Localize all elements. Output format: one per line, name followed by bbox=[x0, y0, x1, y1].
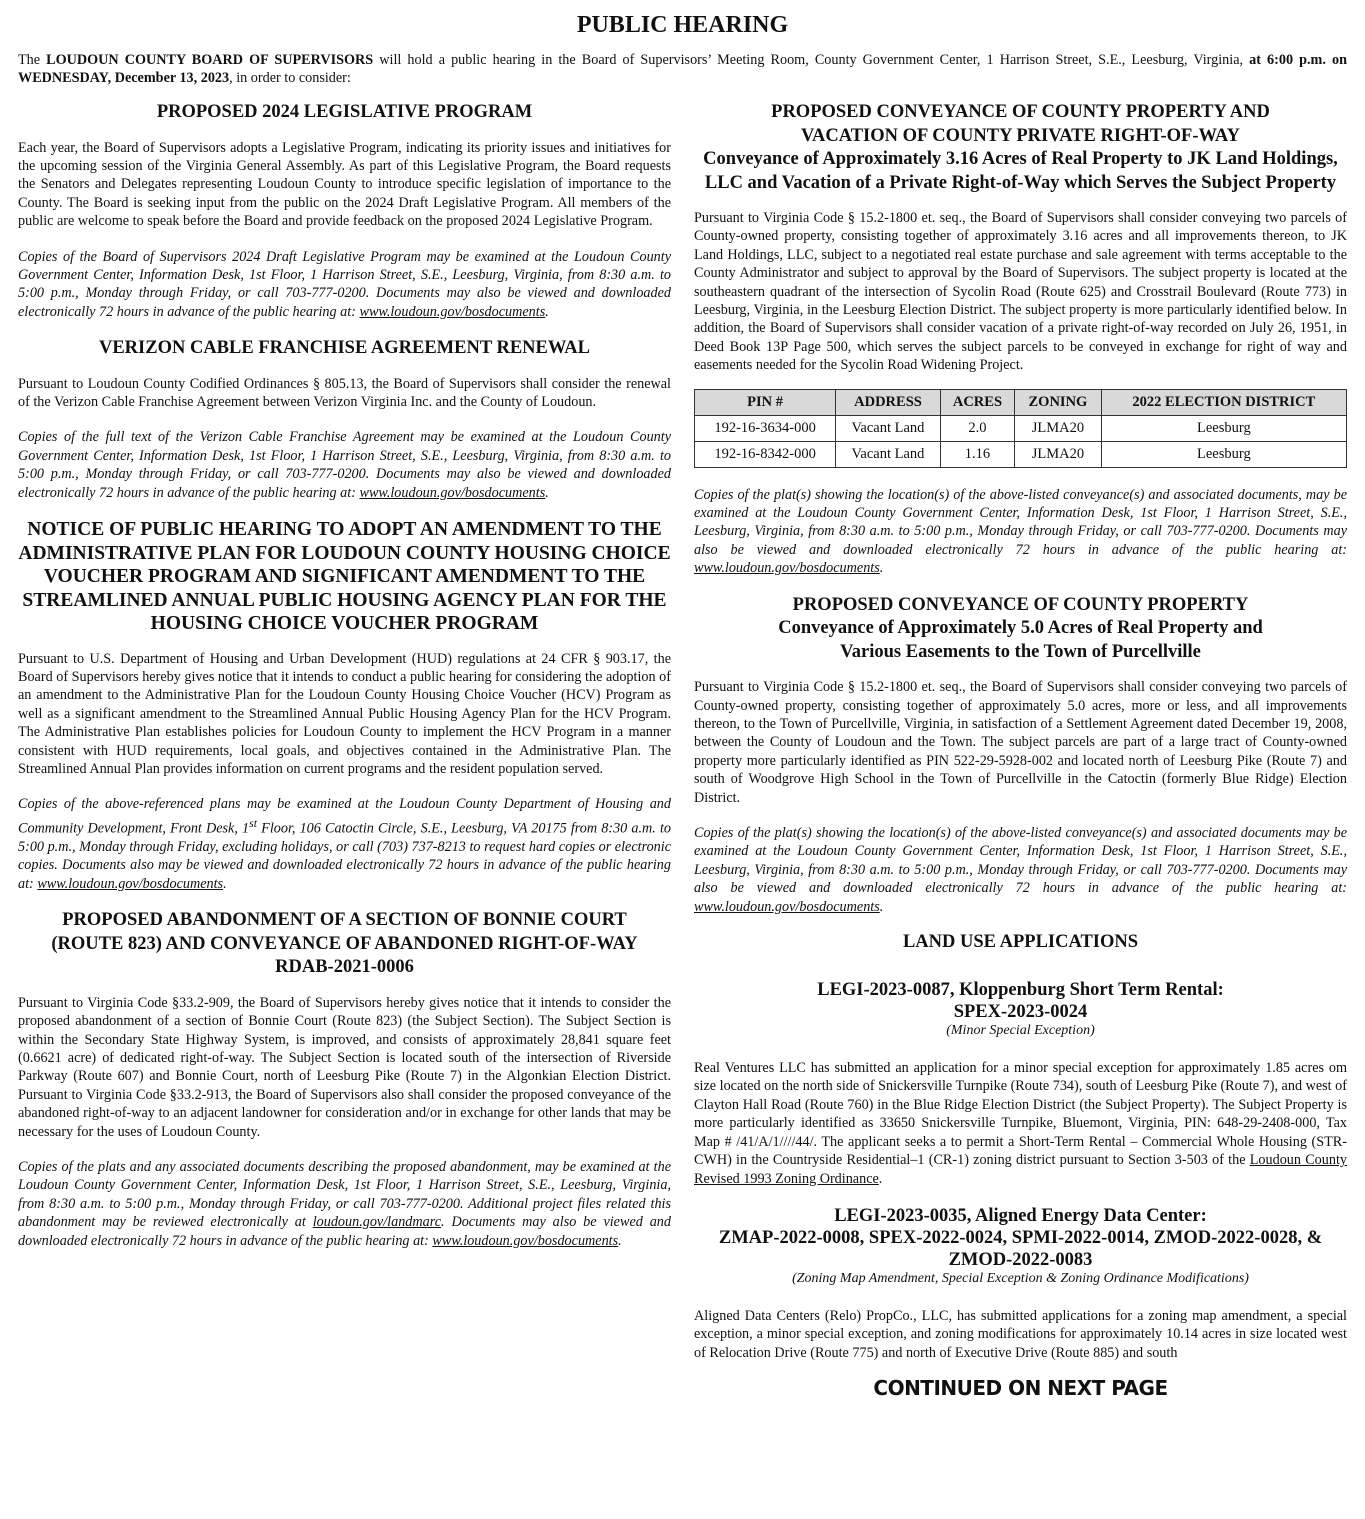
section-body: Pursuant to Loudoun County Codified Ordinances § 805.13, the Board of Supervisors shall consider the renewal of the Verizon Cable Franchise Agreement between Verizon Virginia Inc. and the County of Loudoun. bbox=[18, 375, 671, 411]
section-heading: PROPOSED 2024 LEGISLATIVE PROGRAM bbox=[156, 102, 533, 122]
housing-voucher-section bbox=[18, 518, 671, 893]
application-number: ZMOD-2022-0083 bbox=[948, 1249, 1093, 1270]
table-row bbox=[695, 441, 1347, 467]
left-column bbox=[18, 101, 671, 1400]
section-heading: PROPOSED CONVEYANCE OF COUNTY PROPERTY Conveyance of Approximately 5.0 Acres of Real Property and Various Easements to the Town of Purcellville bbox=[778, 594, 1263, 662]
table-cell: Vacant Land bbox=[836, 415, 941, 441]
jk-land-conveyance-section bbox=[694, 101, 1347, 578]
copies-note: Copies of the Board of Supervisors 2024 Draft Legislative Program may be examined at the Loudoun County Government Center, Information Desk, 1st Floor, 1 Harrison Street, S.E., Leesburg, Virginia, from 8:30 a.m. to 5:00 p.m., Monday through Friday, or call 703-777-0200. Documents may also be viewed and downloaded electronically 72 hours in advance of the public hearing at: www.loudoun.gov/bosdocuments. bbox=[18, 248, 671, 320]
bosdocuments-link[interactable]: www.loudoun.gov/bosdocuments bbox=[694, 560, 880, 577]
parcel-table bbox=[694, 389, 1347, 468]
table-cell: JLMA20 bbox=[1015, 441, 1102, 467]
section-heading: VERIZON CABLE FRANCHISE AGREEMENT RENEWAL bbox=[98, 338, 591, 359]
column-header: ADDRESS bbox=[836, 389, 941, 415]
table-cell: 192-16-8342-000 bbox=[695, 441, 836, 467]
copies-note: Copies of the above-referenced plans may be examined at the Loudoun County Department of Housing and Community Development, Front Desk, 1st Floor, 106 Catoctin Circle, S.E., Leesburg, VA 20175 from 8:30 a.m. to 5:00 p.m., Monday through Friday, excluding holidays, or call (703) 737-8213 to request hard copies or electronic copies. Documents also may be viewed and downloaded electronically 72 hours in advance of the public hearing at: www.loudoun.gov/bosdocuments. bbox=[18, 796, 672, 892]
table-cell: Leesburg bbox=[1101, 441, 1346, 467]
zoning-ordinance-link[interactable]: Loudoun County Revised 1993 Zoning Ordinance bbox=[694, 1152, 1347, 1187]
section-heading: NOTICE OF PUBLIC HEARING TO ADOPT AN AMENDMENT TO THE ADMINISTRATIVE PLAN FOR LOUDOUN COUNTY HOUSING CHOICE VOUCHER PROGRAM AND SIGNIFICANT AMENDMENT TO THE STREAMLINED ANNUAL PUBLIC HOUSING AGENCY PLAN FOR THE HOUSING CHOICE VOUCHER PROGRAM bbox=[18, 519, 671, 635]
bosdocuments-link[interactable]: www.loudoun.gov/bosdocuments bbox=[432, 1232, 619, 1249]
table-row bbox=[695, 415, 1347, 441]
copies-note: Copies of the plat(s) showing the location(s) of the above-listed conveyance(s) and associated documents, may be examined at the Loudoun County Government Center, Information Desk, 1st Floor, 1 Harrison Street, S.E., Leesburg, Virginia, from 8:30 a.m. to 5:00 p.m., Monday through Friday, or call 703-777-0200. Documents may also be viewed and downloaded electronically 72 hours in advance of the public hearing at: www.loudoun.gov/bosdocuments. bbox=[694, 486, 1347, 577]
section-body: Pursuant to U.S. Department of Housing and Urban Development (HUD) regulations at 24 CFR § 903.17, the Board of Supervisors hereby gives notice that it intends to conduct a public hearing for considering the adoption of an amendment to the Administrative Plan for the Loudoun County Housing Choice Voucher (HCV) Program as well as a significant amendment to the Streamlined Annual Public Housing Agency Plan for the HCV Program. The Administrative Plan establishes policies for Loudoun County to implement the HCV Program in a manner consistent with HUD requirements, local goals, and objectives contained in the Administrative Plan. The Streamlined Annual Plan provides information on current programs and the resident population served. bbox=[18, 650, 671, 778]
table-cell: Vacant Land bbox=[836, 441, 941, 467]
section-body: Pursuant to Virginia Code § 15.2-1800 et. seq., the Board of Supervisors shall consider conveying two parcels of County-owned property, consisting together of approximately 3.16 acres and all improvements thereon, to JK Land Holdings, LLC, subject to a negotiated real estate purchase and sale agreement with terms acceptable to the County Administrator and subject to approval by the Board of Supervisors. The subject property is located at the southeastern quadrant of the intersection of Sycolin Road (Route 625) and Crosstrail Boulevard (Route 773) in Leesburg, Virginia, in the Leesburg Election District. The subject property is more particularly identified below. In addition, the Board of Supervisors shall consider vacation of a private right-of-way recorded on July 26, 1951, in Deed Book 13P Page 500, which serves the subject parcels to be conveyed in exchange for right of way and easements needed for the Sycolin Road Widening Project. bbox=[694, 210, 1347, 374]
landmarc-link[interactable]: loudoun.gov/landmarc bbox=[312, 1214, 442, 1231]
column-header: 2022 ELECTION DISTRICT bbox=[1101, 389, 1346, 415]
table-cell: Leesburg bbox=[1101, 415, 1346, 441]
bonnie-court-section bbox=[18, 909, 671, 1250]
table-cell: JLMA20 bbox=[1015, 415, 1102, 441]
verizon-section bbox=[18, 337, 671, 502]
land-use-section bbox=[694, 932, 1347, 1362]
table-header-row bbox=[695, 389, 1347, 415]
table-cell: 192-16-3634-000 bbox=[695, 415, 836, 441]
legislative-program-section bbox=[18, 101, 671, 321]
application-type-note: (Zoning Map Amendment, Special Exception & Zoning Ordinance Modifications) bbox=[792, 1270, 1249, 1286]
application-type-note: (Minor Special Exception) bbox=[946, 1023, 1095, 1039]
bosdocuments-link[interactable]: www.loudoun.gov/bosdocuments bbox=[37, 875, 224, 892]
section-body: Pursuant to Virginia Code § 15.2-1800 et. seq., the Board of Supervisors shall consider conveying two parcels of County-owned property, consisting together of approximately 5.0 acres, more or less, and all improvements thereon, to the Town of Purcellville, Virginia, in satisfaction of a Settlement Agreement dated December 19, 2008, between the County of Loudoun and the Town. The subject parcels are part of a large tract of County-owned property more particularly identified as PIN 522-29-5928-002 and located north of Leesburg Pike (Route 7) and south of Woodgrove High School in the Town of Purcellville in the Catoctin (formerly Blue Ridge) Election District. bbox=[694, 679, 1347, 806]
application-body: Real Ventures LLC has submitted an application for a minor special exception for approximately 1.85 acres om size located on the north side of Snickersville Turnpike (Route 734), south of Leesburg Pike (Route 7), and west of Clayton Hall Road (Route 760) in the Blue Ridge Election District (the Subject Property). The Subject Property is more particularly identified as 33650 Snickersville Turnpike, Bluemont, Virginia, PIN: 648-29-2408-000, Tax Map # /41/A/1////44/. The applicant seeks a to permit a Short-Term Rental – Commercial Whole Housing (STR-CWH) in the Countryside Residential–1 (CR-1) zoning district pursuant to Section 3-503 of the Loudoun County Revised 1993 Zoning Ordinance. bbox=[694, 1060, 1347, 1187]
column-header: PIN # bbox=[695, 389, 836, 415]
section-heading: LAND USE APPLICATIONS bbox=[902, 932, 1139, 953]
purcellville-conveyance-section bbox=[694, 594, 1347, 916]
bosdocuments-link[interactable]: www.loudoun.gov/bosdocuments bbox=[359, 303, 546, 320]
right-column bbox=[694, 101, 1347, 1400]
bosdocuments-link[interactable]: www.loudoun.gov/bosdocuments bbox=[694, 898, 880, 915]
application-title: LEGI-2023-0087, Kloppenburg Short Term Rental: bbox=[817, 980, 1224, 1001]
section-heading: PROPOSED CONVEYANCE OF COUNTY PROPERTY AND VACATION OF COUNTY PRIVATE RIGHT-OF-WAY Conveyance of Approximately 3.16 Acres of Real Property to JK Land Holdings, LLC and Vacation of a Private Right-of-Way which Serves the Subject Property bbox=[703, 102, 1338, 193]
application-title: LEGI-2023-0035, Aligned Energy Data Center: bbox=[834, 1205, 1207, 1226]
table-cell: 1.16 bbox=[940, 441, 1014, 467]
copies-note: Copies of the full text of the Verizon Cable Franchise Agreement may be examined at the Loudoun County Government Center, Information Desk, 1st Floor, 1 Harrison Street, S.E., Leesburg, Virginia, from 8:30 a.m. to 5:00 p.m., Monday through Friday, or call 703-777-0200. Documents may also be viewed and downloaded electronically 72 hours in advance of the public hearing at: www.loudoun.gov/bosdocuments. bbox=[18, 429, 671, 501]
copies-note: Copies of the plat(s) showing the location(s) of the above-listed conveyance(s) and associated documents may be examined at the Loudoun County Government Center, Information Desk, 1st Floor, 1 Harrison Street, S.E., Leesburg, Virginia, from 8:30 a.m. to 5:00 p.m., Monday through Friday, or call 703-777-0200. Documents may also be viewed and downloaded electronically 72 hours in advance of the public hearing at: www.loudoun.gov/bosdocuments. bbox=[694, 825, 1347, 915]
column-header: ZONING bbox=[1015, 389, 1102, 415]
copies-note: Copies of the plats and any associated documents describing the proposed abandonment, may be examined at the Loudoun County Government Center, Information Desk, 1st Floor, 1 Harrison Street, S.E., Leesburg, Virginia, from 8:30 a.m. to 5:00 p.m., Monday through Friday, or call 703-777-0200. Additional project files related this abandonment may be reviewed electronically at loudoun.gov/landmarc. Documents may also be viewed and downloaded electronically 72 hours in advance of the public hearing at: www.loudoun.gov/bosdocuments. bbox=[18, 1158, 671, 1249]
page-title: PUBLIC HEARING bbox=[576, 12, 789, 38]
section-heading: PROPOSED ABANDONMENT OF A SECTION OF BONNIE COURT (ROUTE 823) AND CONVEYANCE OF ABANDONED RIGHT-OF-WAY RDAB-2021-0006 bbox=[51, 910, 638, 978]
continued-notice: CONTINUED ON NEXT PAGE bbox=[873, 1376, 1168, 1401]
intro-paragraph: The LOUDOUN COUNTY BOARD OF SUPERVISORS will hold a public hearing in the Board of Supervisors’ Meeting Room, County Government Center, 1 Harrison Street, S.E., Leesburg, Virginia, at 6:00 p.m. on WEDNESDAY, December 13, 2023, in order to consider: bbox=[18, 52, 1347, 86]
section-body: Pursuant to Virginia Code §33.2-909, the Board of Supervisors hereby gives notice that it intends to consider the proposed abandonment of a section of Bonnie Court (Route 823) (the Subject Section). The Subject Section is within the Secondary State Highway System, is improved, and consists of approximately 28,841 square feet (0.6621 acre) of dedicated right-of-way. The Subject Section is located south of the intersection of Riverside Parkway (Route 607) and Bonnie Court, north of Leesburg Pike (Route 7) in the Algonkian Election District. Pursuant to Virginia Code §33.2-913, the Board of Supervisors also shall consider the proposed conveyance of the abandoned right-of-way to an adjacent landowner for consideration and/or in exchange for other lands that may be necessary for the uses of Loudoun County. bbox=[18, 994, 671, 1140]
application-number: ZMAP-2022-0008, SPEX-2022-0024, SPMI-2022-0014, ZMOD-2022-0028, & bbox=[718, 1227, 1323, 1248]
section-body: Each year, the Board of Supervisors adopts a Legislative Program, indicating its priority issues and initiatives for the upcoming session of the Virginia General Assembly. As part of this Legislative Program, the Board requests the Senators and Delegates representing Loudoun County to introduce specific legislation of importance to the County. The Board is seeking input from the public on the 2024 Draft Legislative Program. All members of the public are welcome to speak before the Board and provide feedback on the proposed 2024 Legislative Program. bbox=[18, 139, 671, 230]
table-cell: 2.0 bbox=[940, 415, 1014, 441]
bosdocuments-link[interactable]: www.loudoun.gov/bosdocuments bbox=[359, 484, 546, 501]
application-number: SPEX-2023-0024 bbox=[953, 1002, 1088, 1023]
application-body: Aligned Data Centers (Relo) PropCo., LLC, has submitted applications for a zoning map amendment, a special exception, a minor special exception, and zoning modifications for approximately 10.14 acres in size located west of Relocation Drive (Route 775) and north of Executive Drive (Route 885) and south bbox=[694, 1307, 1347, 1361]
column-header: ACRES bbox=[940, 389, 1014, 415]
